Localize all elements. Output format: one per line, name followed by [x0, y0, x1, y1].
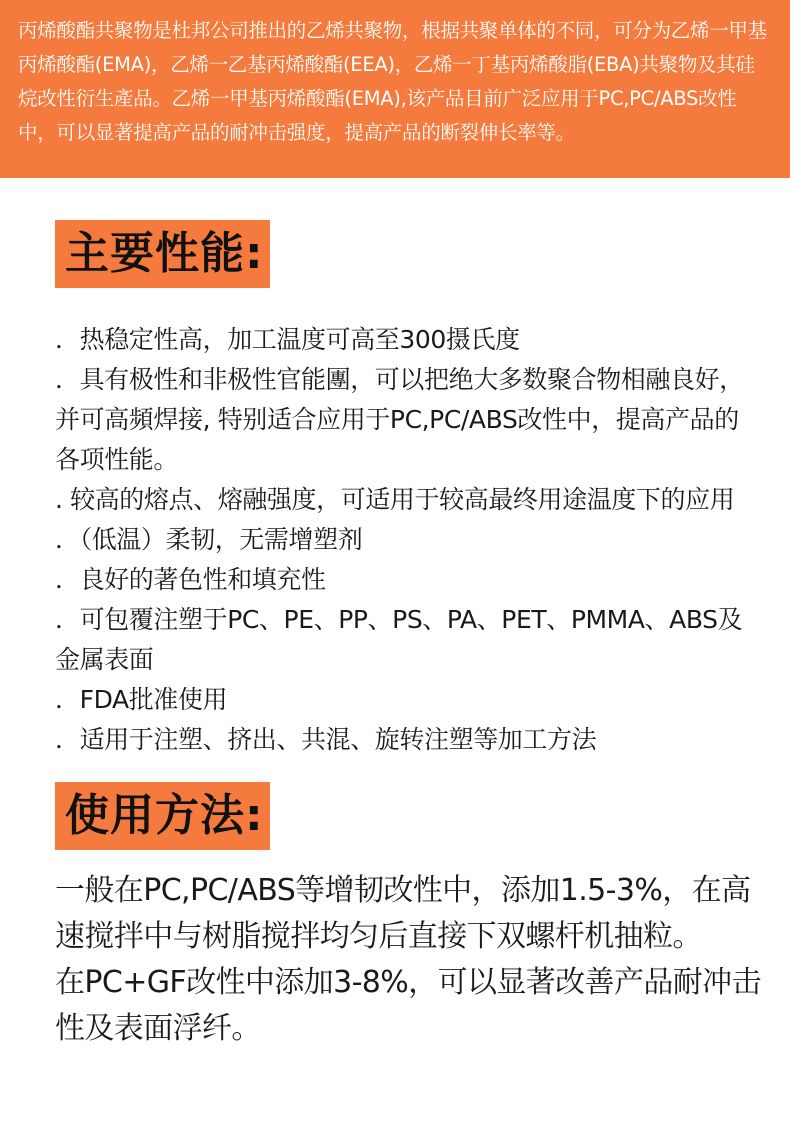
intro-text: 丙烯酸酯共聚物是杜邦公司推出的乙烯共聚物，根据共聚单体的不同，可分为乙烯一甲基丙烯酸酯(EMA)，乙烯一乙基丙烯酸酯(EEA)，乙烯一丁基丙烯酸脂(EBA)共聚物及其硅烷改性衍生產品。乙烯一甲基丙烯酸酯(EMA),该产品目前广泛应用于PC,PC/ABS改性中，可以显著提高产品的耐冲击强度，提高产品的断裂伸长率等。 — [18, 19, 767, 144]
performance-heading: 主要性能: — [55, 220, 270, 288]
performance-item: ．FDA批准使用 — [55, 685, 228, 714]
performance-item: ．热稳定性高，加工温度可高至300摄氏度 — [55, 325, 520, 354]
performance-item: ．可包覆注塑于PC、PE、PP、PS、PA、PET、PMMA、ABS及金属表面 — [55, 605, 743, 674]
usage-paragraph: 在PC+GF改性中添加3-8%，可以显著改善产品耐冲击性及表面浮纤。 — [55, 965, 761, 1046]
performance-list — [0, 320, 790, 760]
usage-section — [0, 868, 790, 1052]
performance-item: . 较高的熔点、熔融强度，可适用于较高最终用途温度下的应用 — [55, 485, 735, 514]
intro-banner — [0, 0, 790, 178]
usage-paragraph: 一般在PC,PC/ABS等增韧改性中，添加1.5-3%，在高速搅拌中与树脂搅拌均匀后直接下双螺杆机抽粒。 — [55, 873, 751, 954]
usage-heading: 使用方法: — [55, 782, 270, 850]
performance-item: ．具有极性和非极性官能團，可以把绝大多数聚合物相融良好，并可高頻焊接, 特别适合应用于PC,PC/ABS改性中，提高产品的各项性能。 — [55, 365, 744, 474]
performance-item: ．良好的著色性和填充性 — [55, 565, 326, 594]
performance-item: ．适用于注塑、挤出、共混、旋转注塑等加工方法 — [55, 725, 597, 754]
performance-item: ．（低温）柔韧，无需增塑剂 — [55, 525, 363, 554]
